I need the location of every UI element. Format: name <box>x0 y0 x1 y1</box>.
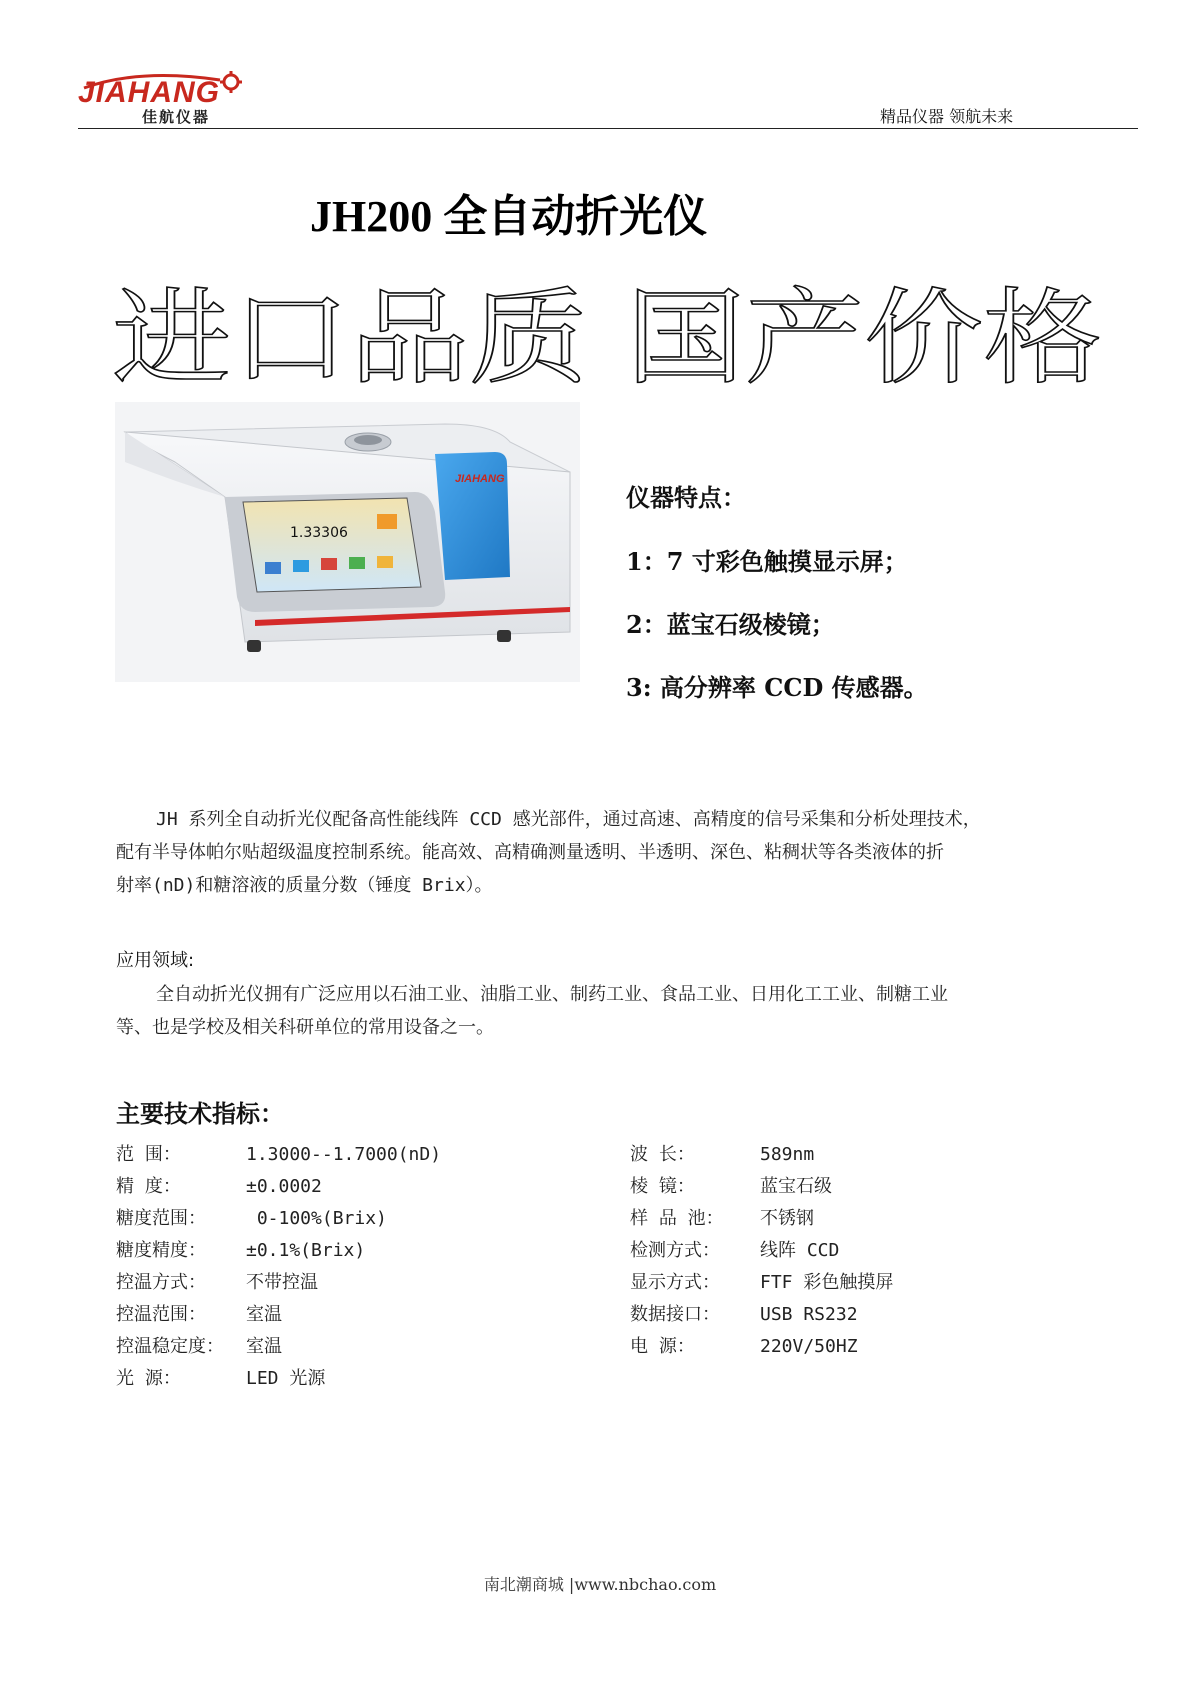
intro-line: 配有半导体帕尔贴超级温度控制系统。能高效、高精确测量透明、半透明、深色、粘稠状等各类液体的折 <box>116 842 944 863</box>
spec-value: ±0.0002 <box>246 1176 322 1197</box>
spec-label: 棱 镜： <box>630 1176 695 1197</box>
spec-row <box>630 1139 814 1171</box>
spec-value: ±0.1%(Brix) <box>246 1240 366 1261</box>
logo-wordmark: JIAHANG <box>78 76 221 109</box>
spec-value: 589nm <box>760 1144 815 1165</box>
outlined-slogan-text: 进口品质 国产价格 <box>112 277 1102 392</box>
spec-label: 精 度： <box>116 1176 181 1197</box>
spec-value: 室温 <box>246 1336 282 1357</box>
features-heading: 仪器特点： <box>626 483 746 512</box>
spec-label: 控温稳定度： <box>116 1336 224 1357</box>
feature-item: 2：蓝宝石级棱镜； <box>626 610 835 639</box>
spec-row <box>116 1363 325 1395</box>
application-line: 等、也是学校及相关科研单位的常用设备之一。 <box>116 1017 494 1038</box>
spec-value: FTF 彩色触摸屏 <box>760 1272 894 1293</box>
spec-row <box>116 1203 387 1235</box>
spec-row <box>630 1235 839 1267</box>
spec-value: 1.3000--1.7000(nD) <box>246 1144 442 1165</box>
spec-label: 检测方式： <box>630 1240 720 1261</box>
spec-label: 控温方式： <box>116 1272 206 1293</box>
spec-value: USB RS232 <box>760 1304 858 1325</box>
spec-value: 不带控温 <box>246 1272 318 1293</box>
spec-value: 室温 <box>246 1304 282 1325</box>
spec-value: LED 光源 <box>246 1368 326 1389</box>
spec-row <box>116 1331 282 1363</box>
spec-value: 蓝宝石级 <box>760 1176 832 1197</box>
spec-label: 糖度精度： <box>116 1240 206 1261</box>
spec-row <box>630 1331 858 1363</box>
document-title: JH200 全自动折光仪 <box>310 192 708 241</box>
intro-line: 射率(nD)和糖溶液的质量分数（锤度 Brix）。 <box>116 875 493 896</box>
spec-label: 数据接口： <box>630 1304 720 1325</box>
feature-item: 1：7 寸彩色触摸显示屏； <box>626 547 908 576</box>
spec-label: 波 长： <box>630 1144 695 1165</box>
application-line: 全自动折光仪拥有广泛应用以石油工业、油脂工业、制药工业、食品工业、日用化工工业、制糖工业 <box>156 984 948 1005</box>
intro-line: JH 系列全自动折光仪配备高性能线阵 CCD 感光部件，通过高速、高精度的信号采集和分析处理技术， <box>156 809 981 830</box>
spec-row <box>630 1267 893 1299</box>
intro-paragraph <box>116 803 1096 902</box>
spec-label: 显示方式： <box>630 1272 720 1293</box>
spec-value: 0-100%(Brix) <box>246 1208 387 1229</box>
panel-logo: JIAHANG <box>455 473 505 485</box>
spec-value: 线阵 CCD <box>760 1240 840 1261</box>
screen-reading: 1.33306 <box>290 525 348 541</box>
spec-value: 不锈钢 <box>760 1208 814 1229</box>
logo-chinese-name: 佳航仪器 <box>142 108 211 126</box>
specs-heading: 主要技术指标： <box>116 1100 284 1128</box>
feature-item: 3: 高分辨率 CCD 传感器。 <box>626 673 928 702</box>
spec-row <box>116 1171 322 1203</box>
header-divider <box>78 128 1138 129</box>
spec-label: 范 围： <box>116 1144 181 1165</box>
spec-label: 电 源： <box>630 1336 695 1357</box>
spec-row <box>630 1171 832 1203</box>
spec-label: 光 源： <box>116 1368 181 1389</box>
outlined-slogan <box>112 272 1112 392</box>
spec-row <box>630 1299 858 1331</box>
spec-row <box>116 1235 365 1267</box>
spec-row <box>630 1203 814 1235</box>
gear-icon <box>219 70 243 94</box>
screen-orange-button <box>377 514 397 529</box>
header-slogan: 精品仪器 领航未来 <box>880 107 1014 126</box>
application-paragraph <box>116 978 1096 1044</box>
spec-label: 控温范围： <box>116 1304 206 1325</box>
footer-text: 南北潮商城 |www.nbchao.com <box>483 1575 717 1594</box>
spec-value: 220V/50HZ <box>760 1336 858 1357</box>
spec-label: 样 品 池： <box>630 1208 724 1229</box>
spec-label: 糖度范围： <box>116 1208 206 1229</box>
spec-row <box>116 1299 282 1331</box>
application-heading: 应用领域: <box>116 950 195 971</box>
spec-row <box>116 1267 318 1299</box>
spec-row <box>116 1139 441 1171</box>
refractometer-product-image <box>115 402 580 682</box>
